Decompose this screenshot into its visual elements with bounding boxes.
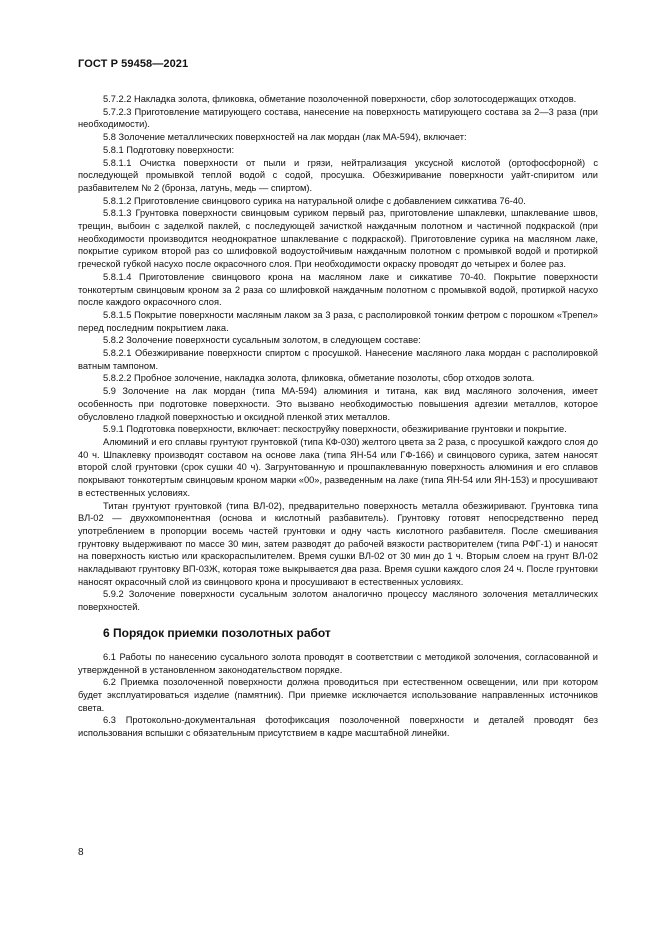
paragraph: 5.8.1.1 Очистка поверхности от пыли и грязи, нейтрализация уксусной кислотой (ортофосфорной) с последующей промывкой теплой водой с содой, просушка. Обезжиривание поверхности уайт-спиритом или разбавителем № 2 (бронза, латунь, медь — спиртом). xyxy=(78,157,598,193)
paragraph: 5.7.2.2 Накладка золота, фликовка, обметание позолоченной поверхности, сбор золотосодержащих отходов. xyxy=(103,94,577,104)
paragraph: 5.8.1.2 Приготовление свинцового сурика на натуральной олифе с добавлением сиккатива 76-40. xyxy=(103,195,526,206)
paragraph: 5.8.1.4 Приготовление свинцового крона на масляном лаке и сиккативе 70-40. Покрытие поверхности тонкотертым свинцовым кроном за 2 раза со шлифовкой наждачным полотном с промывкой водой, протиркой насухо после каждого окрасочного слоя. xyxy=(78,271,598,308)
paragraph: 5.8.2.1 Обезжиривание поверхности спиртом с просушкой. Нанесение масляного лака мордан с располировкой ватным тампоном. xyxy=(78,348,598,371)
paragraph: 6.1 Работы по нанесению сусального золота проводят в соответствии с методикой золочения, согласованной и утвержденной в установленном законодательством порядке. xyxy=(78,651,598,675)
paragraph: 5.8 Золочение металлических поверхностей на лак мордан (лак МА-594), включает: xyxy=(103,132,467,143)
paragraph: 5.8.1 Подготовку поверхности: xyxy=(103,144,235,155)
paragraph: 5.9.2 Золочение поверхности сусальным золотом аналогично процессу масляного золочения металлических поверхностей. xyxy=(78,589,598,613)
section-6-heading: 6 Порядок приемки позолотных работ xyxy=(103,625,331,640)
paragraph: 5.9 Золочение на лак мордан (типа МА-594) алюминия и титана, как вид масляного золочения, имеет особенность при подготовке поверхности. Это вызвано необходимостью повышения адгезии металлов, которое обусловлено гладкой поверхностью и оксидной пленкой этих металлов. xyxy=(78,386,598,422)
page-body xyxy=(78,93,598,740)
document-header: ГОСТ Р 59458—2021 xyxy=(78,58,189,70)
paragraph: 5.7.2.3 Приготовление матирующего состава, нанесение на поверхность матирующего состава за 2—3 раза (при необходимости). xyxy=(78,106,598,130)
paragraph: 5.8.2.2 Пробное золочение, накладка золота, фликовка, обметание позолоты, сбор отходов золота. xyxy=(103,373,535,384)
paragraph: 5.8.1.5 Покрытие поверхности масляным лаком за 3 раза, с располировкой тонким фетром с порошком «Трепел» перед последним покрытием лака. xyxy=(78,309,598,333)
paragraph: Алюминий и его сплавы грунтуют грунтовкой (типа КФ-030) желтого цвета за 2 раза, с просушкой каждого слоя до 40 ч. Шпаклевку производят составом на основе лака (типа ЯН-54 или ГФ-166) и свинцового сурика, затем наносят второй слой грунтовки (срок сушки 40 ч). Загрунтованную и прошпаклеванную поверхность алюминия и его сплавов покрывают тонкотертым свинцовым кроном марки «00», разведенным на лаке (типа ЯН-54 или ЯН-153) и просушивают в естественных условиях. xyxy=(78,436,598,498)
paragraph: 5.8.2 Золочение поверхности сусальным золотом, в следующем составе: xyxy=(103,335,421,346)
paragraph: 5.8.1.3 Грунтовка поверхности свинцовым суриком первый раз, приготовление шпаклевки, шпаклевание швов, трещин, выбоин с заделкой паклей, с последующей зачисткой наждачным полотном и частичной подкраской (при необходимости производится неоднократное шпаклевание с подкраской). Приготовление сурика на масляном лаке, покрытие суриком второй раз со шлифовкой водоустойчивым наждачным полотном с промывкой водой и протиркой греческой губкой насухо после окрасочного слоя. При необходимости окраску проводят до четырех и более раз. xyxy=(78,208,598,270)
paragraph: 6.2 Приемка позолоченной поверхности должна проводиться при естественном освещении, или при котором будет эксплуатироваться изделие (памятник). При приемке исключается использование направленных источников света. xyxy=(78,677,598,713)
paragraph: 5.9.1 Подготовка поверхности, включает: пескоструйку поверхности, обезжиривание грунтовки и покрытие. xyxy=(103,424,567,435)
paragraph: 6.3 Протокольно-документальная фотофиксация позолоченной поверхности и деталей проводят без использования вспышки с обязательным присутствием в кадре масштабной линейки. xyxy=(78,715,598,739)
page-number: 8 xyxy=(78,847,84,858)
paragraph: Титан грунтуют грунтовкой (типа ВЛ-02), предварительно поверхность металла обезжиривают. Грунтовка типа ВЛ-02 — двухкомпонентная (основа и кислотный разбавитель). Грунтовку готовят непосредственно перед употреблением в пропорции восемь частей грунтовки и одну часть кислотного разбавителя. После смешивания грунтовку выдерживают по массе 30 мин, затем разводят до рабочей вязкости растворителем (типа РФГ-1) и наносят на поверхность кистью или краскораспылителем. Время сушки ВЛ-02 от 30 мин до 1 ч. Вторым слоем на грунт ВЛ-02 накладывают грунтовку ВП-03Ж, которая тоже выкрывается два раза. Время сушки каждого слоя 24 ч. После грунтовки наносят окрасочный слой из свинцового крона и просушивают в естественных условиях. xyxy=(78,500,598,587)
